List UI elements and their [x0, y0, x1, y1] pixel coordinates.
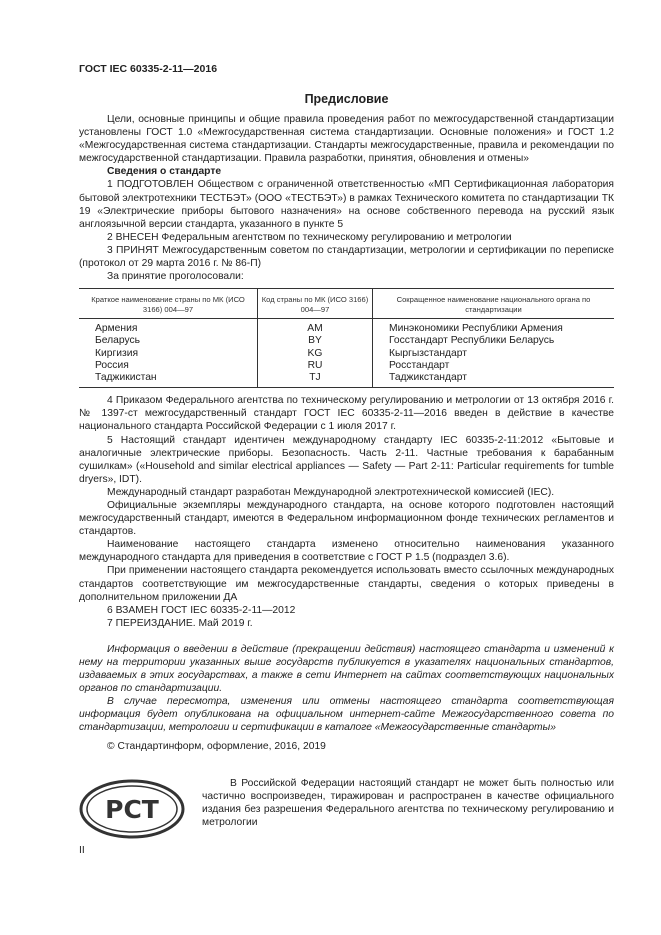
pct-logo	[79, 778, 185, 840]
standards-organ: Кыргызстандарт	[373, 348, 615, 360]
standards-organ: Минэкономики Республики Армения	[373, 319, 615, 336]
copyright: © Стандартинформ, оформление, 2016, 2019	[107, 740, 326, 752]
country-code: RU	[258, 360, 373, 372]
countries-table	[79, 288, 614, 388]
table-header-organ: Сокращенное наименование национального органа по стандартизации	[373, 289, 615, 319]
document-body	[79, 113, 614, 753]
page-title: Предисловие	[304, 92, 389, 106]
table-row	[79, 372, 614, 388]
item-6: 6 ВЗАМЕН ГОСТ IEC 60335-2-11—2012	[107, 604, 296, 616]
document-header: ГОСТ IEC 60335-2-11—2016	[79, 63, 218, 75]
reproduction-notice	[202, 777, 614, 829]
table-row	[79, 319, 614, 336]
intro-paragraph: Цели, основные принципы и общие правила проведения работ по межгосударственной стандартизации установлены ГОСТ 1.0 «Межгосударственная система стандартизации. Основные положения» и ГОСТ 1.2 «Межгосударственная система стандартизации. Стандарты межгосударственные, правила и рекомендации по межгосударственной стандартизации. Правила разработки, принятия, обновления и отмены»	[79, 114, 614, 165]
name-change-paragraph: Наименование настоящего стандарта изменено относительно наименования указанного международного стандарта для приведения в соответствие с ГОСТ Р 1.5 (подраздел 3.6).	[79, 539, 614, 564]
country-code: BY	[258, 335, 373, 347]
standards-organ: Госстандарт Республики Беларусь	[373, 335, 615, 347]
item-1: 1 ПОДГОТОВЛЕН Обществом с ограниченной ответственностью «МП Сертификационная лаборатория бытовой электротехники ТЕСТБЭТ» (ООО «ТЕСТБЭТ») в рамках Технического комитета по стандартизации ТК 19 «Электрические приборы бытового назначения» на основе собственного перевода на русский язык англоязычной версии стандарта, указанного в пункте 5	[79, 179, 614, 230]
standards-organ: Росстандарт	[373, 360, 615, 372]
table-row	[79, 335, 614, 347]
country-name: Беларусь	[95, 335, 141, 347]
item-5: 5 Настоящий стандарт идентичен международному стандарту IEC 60335-2-11:2012 «Бытовые и аналогичные электрические приборы. Безопасность. Часть 2-11. Частные требования к барабанным сушилкам» («Household and similar electrical appliances — Safety — Part 2-11: Particular requirements for tumble dryers», IDT).	[79, 434, 614, 485]
country-name: Россия	[95, 359, 129, 371]
logo-text: РСТ	[105, 795, 159, 824]
country-code: AM	[258, 319, 373, 336]
table-header-country: Краткое наименование страны по МК (ИСО 3166) 004—97	[79, 289, 258, 319]
italic-note-2: В случае пересмотра, изменения или отмены настоящего стандарта соответствующая информация будет опубликована на официальном интернет-сайте Межгосударственного совета по стандартизации, метрологии и сертификации в каталоге «Межгосударственные стандарты»	[79, 696, 614, 734]
country-name: Таджикистан	[79, 372, 258, 388]
item-2: 2 ВНЕСЕН Федеральным агентством по техническому регулированию и метрологии	[107, 231, 512, 243]
italic-notes	[79, 643, 614, 735]
table-row	[79, 360, 614, 372]
item-3: 3 ПРИНЯТ Межгосударственным советом по стандартизации, метрологии и сертификации по переписке (протокол от 29 марта 2016 г. № 86-П)	[79, 244, 614, 270]
notice-text: В Российской Федерации настоящий стандарт не может быть полностью или частично воспроизведен, тиражирован и распространен в качестве официального издания без разрешения Федерального агентства по техническому регулированию и метрологии	[202, 778, 614, 829]
table-row	[79, 348, 614, 360]
page-number: II	[79, 845, 85, 856]
standards-organ: Таджикстандарт	[373, 372, 615, 388]
country-code: TJ	[258, 372, 373, 388]
item-7: 7 ПЕРЕИЗДАНИЕ. Май 2019 г.	[107, 617, 253, 629]
italic-note-1: Информация о введении в действие (прекращении действия) настоящего стандарта и изменений к нему на территории указанных выше государств публикуется в указателях национальных стандартов, издаваемых в этих государствах, а также в сети Интернет на сайтах соответствующих национальных органов по стандартизации.	[79, 643, 614, 695]
table-header-code: Код страны по МК (ИСО 3166) 004—97	[258, 289, 373, 319]
official-copies-paragraph: Официальные экземпляры международного стандарта, на основе которого подготовлен настоящий межгосударственный стандарт, имеются в Федеральном информационном фонде технических регламентов и стандартов.	[79, 499, 614, 538]
country-name: Армения	[95, 323, 138, 335]
vote-heading: За принятие проголосовали:	[107, 271, 244, 283]
application-paragraph: При применении настоящего стандарта рекомендуется использовать вместо ссылочных международных стандартов соответствующие им межгосударственные стандарты, сведения о которых приведены в дополнительном приложении ДА	[79, 565, 614, 603]
iec-paragraph: Международный стандарт разработан Международной электротехнической комиссией (IEC).	[107, 486, 555, 498]
info-heading: Сведения о стандарте	[107, 166, 222, 178]
country-code: KG	[258, 348, 373, 360]
pct-emblem-icon	[79, 778, 185, 840]
item-4: 4 Приказом Федерального агентства по техническому регулированию и метрологии от 13 октября 2016 г. № 1397-ст межгосударственный стандарт ГОСТ IEC 60335-2-11—2016 введен в действие в качестве национального стандарта Российской Федерации с 1 июля 2017 г.	[79, 395, 614, 433]
country-name: Киргизия	[95, 347, 139, 359]
